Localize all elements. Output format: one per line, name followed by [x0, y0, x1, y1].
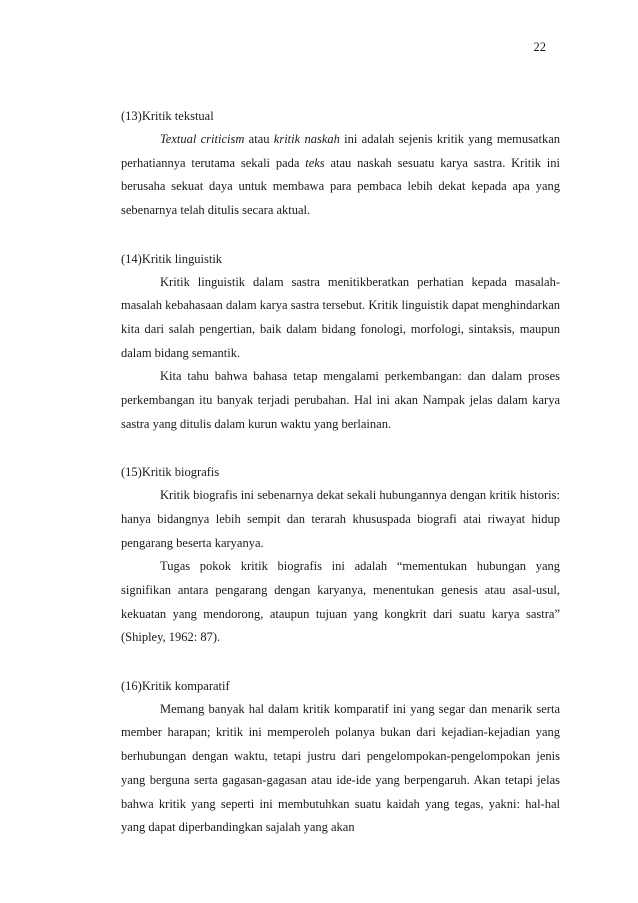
paragraph [121, 698, 560, 840]
paragraph [121, 128, 560, 223]
page-number: 22 [533, 40, 546, 54]
text-run: Kritik linguistik dalam sastra menitikberatkan perhatian kepada masalah-masalah kebahasaan dalam karya sastra tersebut. Kritik linguistik dapat menghindarkan kita dari salah pengertian, baik dalam bidang fonologi, morfologi, sintaksis, maupun dalam bidang semantik. [121, 274, 560, 360]
section-kritik-tekstual [121, 104, 560, 223]
paragraph [121, 365, 560, 436]
text-run: Kritik biografis ini sebenarnya dekat sekali hubungannya dengan kritik historis: hanya bidangnya lebih sempit dan terarah khususpada biografi atai riwayat hidup pengarang beserta karyanya. [121, 488, 560, 550]
section-heading: (16)Kritik komparatif [121, 678, 230, 693]
section-heading: (13)Kritik tekstual [121, 109, 214, 123]
italic-text: kritik naskah [273, 132, 340, 146]
section-heading: (14)Kritik linguistik [121, 251, 223, 266]
section-spacer [121, 650, 560, 674]
section-kritik-linguistik [121, 247, 560, 437]
section-spacer [121, 223, 560, 247]
text-run: Kita tahu bahwa bahasa tetap mengalami perkembangan: dan dalam proses perkembangan itu banyak terjadi perubahan. Hal ini akan Nampak jelas dalam karya sastra yang ditulis dalam kurun waktu yang berlainan. [121, 369, 560, 431]
section-spacer [121, 436, 560, 460]
paragraph [121, 555, 560, 650]
document-body [121, 104, 560, 840]
text-run: ini adalah sejenis kritik yang memusatkan perhatiannya terutama sekali pada [121, 132, 561, 170]
section-kritik-biografis [121, 460, 560, 650]
italic-text: teks [305, 155, 325, 170]
text-run: Memang banyak hal dalam kritik komparatif ini yang segar dan menarik serta member harapan; kritik ini memperoleh polanya bukan dari kejadian-kejadian yang berhubungan dengan waktu, tetapi justru dari pengelompokan-pengelompokan jenis yang berguna serta gagasan-gagasan atau ide-ide yang berpengaruh. Akan tetapi jelas bahwa kritik yang seperti ini membutuhkan suatu kaidah yang tegas, yakni: hal-hal yang dapat diperbandingkan sajalah yang akan [121, 701, 560, 835]
text-run: atau [244, 132, 274, 146]
text-run: atau naskah sesuatu karya sastra. Kritik ini berusaha sekuat daya untuk membawa para pembaca lebih dekat kepada apa yang sebenarnya telah ditulis secara aktual. [121, 155, 560, 218]
paragraph [121, 484, 560, 555]
italic-text: Textual criticism [160, 132, 245, 146]
section-heading: (15)Kritik biografis [121, 465, 220, 480]
text-run: Tugas pokok kritik biografis ini adalah “mementukan hubungan yang signifikan antara pengarang dengan karyanya, menentukan genesis atau asal-usul, kekuatan yang mendorong, ataupun tujuan yang kongkrit dari suatu karya sastra” (Shipley, 1962: 87). [121, 559, 560, 645]
section-kritik-komparatif [121, 674, 560, 840]
paragraph [121, 271, 560, 366]
